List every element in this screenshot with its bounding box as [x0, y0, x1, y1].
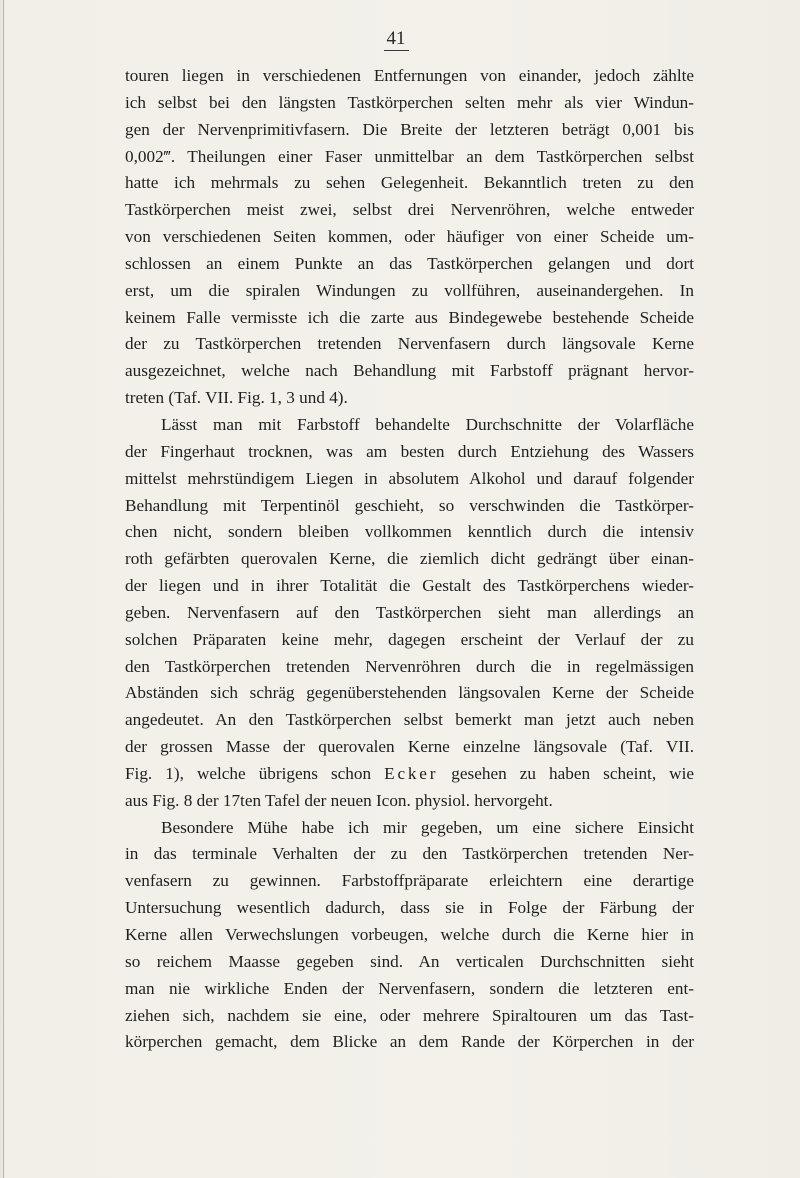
- text-line: von verschiedenen Seiten kommen, oder häufiger von einer Scheide um-: [125, 227, 694, 247]
- text-line: man nie wirkliche Enden der Nervenfasern, sondern die letzteren ent-: [125, 978, 694, 998]
- text-line: Behandlung mit Terpentinöl geschieht, so verschwinden die Tastkörper-: [125, 495, 694, 515]
- text-line: Kerne allen Verwechslungen vorbeugen, welche durch die Kerne hier in: [125, 925, 694, 944]
- text-line: solchen Präparaten keine mehr, dagegen erscheint der Verlauf der zu: [125, 629, 694, 649]
- text-line: Tastkörperchen meist zwei, selbst drei Nervenröhren, welche entweder: [125, 200, 694, 220]
- text-line: keinem Falle vermisste ich die zarte aus Bindegewebe bestehende Scheide: [125, 307, 694, 327]
- text-line: hatte ich mehrmals zu sehen Gelegenheit. Bekanntlich treten zu den: [125, 173, 694, 193]
- text-line: 0,002‴. Theilungen einer Faser unmittelbar an dem Tastkörperchen selbst: [125, 146, 694, 166]
- text-line: schlossen an einem Punkte an das Tastkörperchen gelangen und dort: [125, 253, 694, 273]
- text-line: ausgezeichnet, welche nach Behandlung mit Farbstoff prägnant hervor-: [125, 361, 694, 381]
- text-line: geben. Nervenfasern auf den Tastkörperchen sieht man allerdings an: [125, 602, 694, 622]
- text-line: roth gefärbten querovalen Kerne, die ziemlich dicht gedrängt über einan-: [125, 549, 694, 569]
- text-line: so reichem Maasse gegeben sind. An verticalen Durchschnitten sieht: [125, 951, 694, 971]
- text-line: in das terminale Verhalten der zu den Tastkörperchen tretenden Ner-: [125, 844, 694, 864]
- text-line: touren liegen in verschiedenen Entfernungen von einander, jedoch zählte: [125, 66, 694, 85]
- text-line: Lässt man mit Farbstoff behandelte Durchschnitte der Volarfläche: [161, 414, 694, 434]
- page-number: [0, 28, 800, 51]
- text-line: treten (Taf. VII. Fig. 1, 3 und 4).: [125, 388, 348, 408]
- text-line: ziehen sich, nachdem sie eine, oder mehrere Spiraltouren um das Tast-: [125, 1005, 694, 1025]
- body-text: [125, 63, 694, 1056]
- text-line: Untersuchung wesentlich dadurch, dass sie in Folge der Färbung der: [125, 898, 694, 918]
- text-line: den Tastkörperchen tretenden Nervenröhren durch die in regelmässigen: [125, 656, 694, 676]
- text-line: Besondere Mühe habe ich mir gegeben, um eine sichere Einsicht: [161, 817, 694, 837]
- text-line: der Fingerhaut trocknen, was am besten durch Entziehung des Wassers: [125, 441, 694, 461]
- text-line: aus Fig. 8 der 17ten Tafel der neuen Icon. physiol. hervorgeht.: [125, 790, 553, 810]
- author-name-spaced: Ecker: [384, 763, 439, 783]
- text-line: erst, um die spiralen Windungen zu vollführen, auseinandergehen. In: [125, 280, 694, 300]
- text-line: ich selbst bei den längsten Tastkörperchen selten mehr als vier Windun-: [125, 92, 694, 112]
- page-edge: [3, 0, 4, 1178]
- text-line: venfasern zu gewinnen. Farbstoffpräparate erleichtern eine derartige: [125, 871, 694, 891]
- text-line: angedeutet. An den Tastkörperchen selbst bemerkt man jetzt auch neben: [125, 710, 694, 730]
- text-line: gen der Nervenprimitivfasern. Die Breite der letzteren beträgt 0,001 bis: [125, 119, 694, 139]
- text-line: mittelst mehrstündigem Liegen in absolutem Alkohol und darauf folgender: [125, 468, 694, 488]
- text-line: der zu Tastkörperchen tretenden Nervenfasern durch längsovale Kerne: [125, 334, 694, 354]
- text-line: Abständen sich schräg gegenüberstehenden längsovalen Kerne der Scheide: [125, 683, 694, 703]
- text-line: der grossen Masse der querovalen Kerne einzelne längsovale (Taf. VII.: [125, 737, 694, 757]
- text-line: der liegen und in ihrer Totalität die Gestalt des Tastkörperchens wieder-: [125, 576, 694, 596]
- text-line: körperchen gemacht, dem Blicke an dem Rande der Körperchen in der: [125, 1032, 694, 1052]
- text-line: chen nicht, sondern bleiben vollkommen kenntlich durch die intensiv: [125, 522, 694, 542]
- page-number-text: 41: [384, 29, 409, 51]
- text-line: Fig. 1), welche übrigens schon Ecker gesehen zu haben scheint, wie: [125, 763, 694, 783]
